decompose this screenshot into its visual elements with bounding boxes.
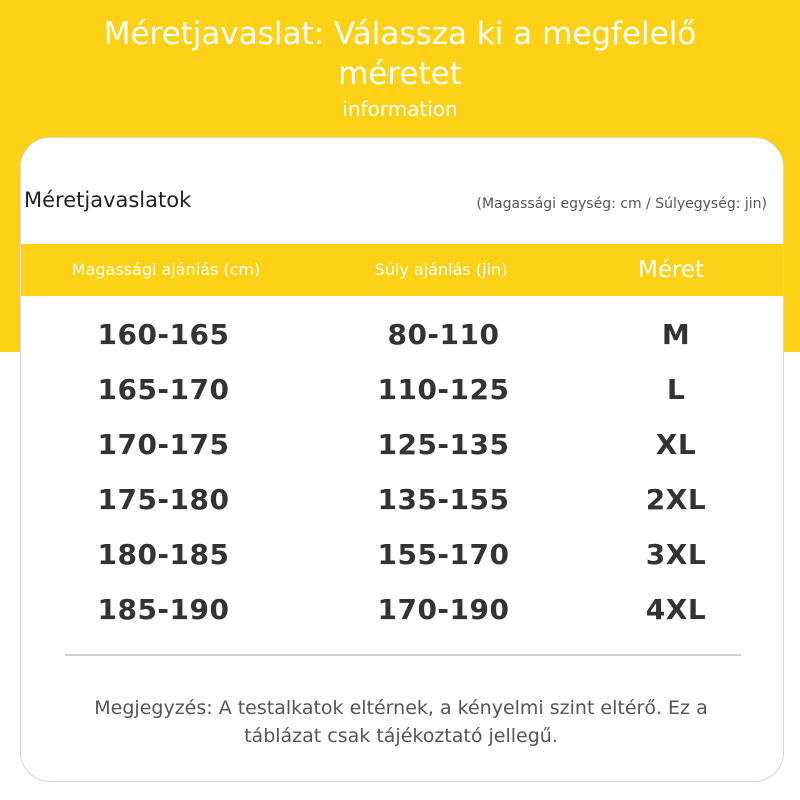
height-cell: 170-175 bbox=[97, 428, 230, 461]
weight-cell: 80-110 bbox=[387, 318, 500, 351]
table-row bbox=[21, 527, 783, 582]
banner-title: Méretjavaslat: Válassza ki a megfelelő méretet bbox=[103, 16, 697, 92]
footnote: Megjegyzés: A testalkatok eltérnek, a kényelmi szint eltérő. Ez a táblázat csak tájékoztató jellegű. bbox=[94, 697, 708, 747]
height-cell: 185-190 bbox=[97, 593, 230, 626]
divider bbox=[65, 654, 741, 656]
header-height: Magassági ajánlás (cm) bbox=[71, 260, 261, 279]
table-header bbox=[21, 244, 783, 296]
card-title: Méretjavaslatok bbox=[24, 188, 192, 212]
height-cell: 175-180 bbox=[97, 483, 230, 516]
size-cell: L bbox=[666, 373, 686, 406]
weight-cell: 110-125 bbox=[377, 373, 510, 406]
header-weight: Súly ajánlás (jin) bbox=[374, 260, 508, 279]
weight-cell: 135-155 bbox=[377, 483, 510, 516]
header-size: Méret bbox=[637, 257, 705, 283]
size-table-body bbox=[21, 307, 783, 637]
units-note: (Magassági egység: cm / Súlyegység: jin) bbox=[476, 196, 767, 212]
height-cell: 160-165 bbox=[97, 318, 230, 351]
height-cell: 165-170 bbox=[97, 373, 230, 406]
size-cell: 4XL bbox=[645, 593, 707, 626]
size-cell: 3XL bbox=[645, 538, 707, 571]
weight-cell: 125-135 bbox=[377, 428, 510, 461]
size-cell: 2XL bbox=[645, 483, 707, 516]
table-row bbox=[21, 362, 783, 417]
table-row bbox=[21, 417, 783, 472]
size-cell: M bbox=[661, 318, 691, 351]
banner-subtitle: information bbox=[342, 97, 458, 121]
height-cell: 180-185 bbox=[97, 538, 230, 571]
table-row bbox=[21, 307, 783, 362]
weight-cell: 155-170 bbox=[377, 538, 510, 571]
table-row bbox=[21, 582, 783, 637]
size-chart-card bbox=[20, 137, 784, 782]
weight-cell: 170-190 bbox=[377, 593, 510, 626]
table-row bbox=[21, 472, 783, 527]
size-cell: XL bbox=[655, 428, 697, 461]
